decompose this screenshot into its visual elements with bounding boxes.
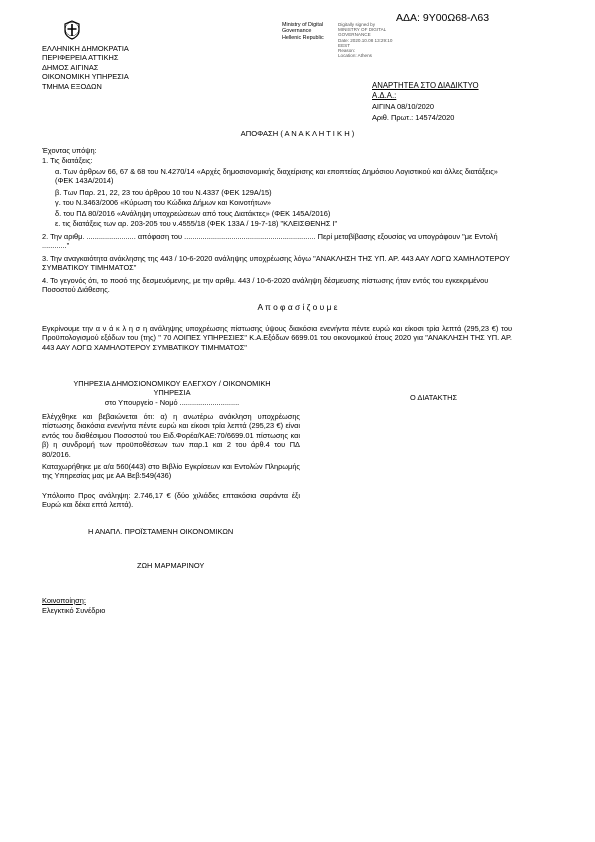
- signature-detail: Reason:: [338, 48, 356, 54]
- provisions-item-2: 2. Την αριθμ. ........................ απόφαση του ................................................................ Περί μεταβίβασης εξουσίας να υπογράφουν "με Εντολή ............": [42, 232, 498, 251]
- control-registration: Καταχωρήθηκε με α/α 560(443) στο Βιβλίο Εγκρίσεων και Εντολών Πληρωμής της Υπηρεσίας μας με ΑΑ Βεβ:549(436): [42, 462, 300, 481]
- control-ministry: στο Υπουργείο - Νομό .............................: [104, 397, 240, 407]
- protocol-number: Αριθ. Πρωτ.: 14574/2020: [372, 113, 455, 122]
- signature-detail: GOVERNANCE: [338, 32, 371, 38]
- fiscal-control-block: [42, 379, 302, 407]
- place-date: ΑΙΓΙΝΑ 08/10/2020: [372, 102, 435, 111]
- authority-line: ΔΗΜΟΣ ΑΙΓΙΝΑΣ: [42, 62, 99, 72]
- authority-line: ΤΜΗΜΑ ΕΞΟΔΩΝ: [42, 81, 102, 91]
- notification-item: Ελεγκτικό Συνέδριο: [42, 606, 106, 615]
- posting-label: ΑΝΑΡΤΗΤΕΑ ΣΤΟ ΔΙΑΔΙΚΤΥΟ: [372, 81, 479, 90]
- signature-detail: Digitally signed by: [338, 22, 376, 27]
- ada-header: ΑΔΑ: 9Υ00Ω68-Λ63: [396, 12, 490, 24]
- control-heading: ΥΠΗΡΕΣΙΑ ΔΗΜΟΣΙΟΝΟΜΙΚΟΥ ΕΛΕΓΧΟΥ / ΟΙΚΟΝΟΜΙΚΗ: [73, 379, 271, 388]
- authority-block: [42, 44, 129, 91]
- authority-line: ΠΕΡΙΦΕΡΕΙΑ ΑΤΤΙΚΗΣ: [42, 53, 119, 63]
- signature-left-text: [282, 22, 324, 41]
- notification-label: Κοινοποίηση:: [42, 596, 86, 605]
- digital-signature-box: [282, 22, 393, 59]
- signature-right-text: [338, 22, 392, 58]
- authority-line: ΟΙΚΟΝΟΜΙΚΗ ΥΠΗΡΕΣΙΑ: [42, 72, 129, 82]
- decision-text: Εγκρίνουμε την α ν ά κ λ η σ η ανάληψης υποχρέωσης πίστωσης ύψους διακόσια ενενήντα πέντε ευρώ και είκοσι τρία λεπτά (295,23 €) του Προϋπολογισμού εξόδων του (της) " 70 ΛΟΙΠΕΣ ΥΠΗΡΕΣΙΕΣ" Κ.Α.Εξόδων 6699.01 του οικονομικού έτους 2020 για "ΑΝΑΚΛΗΣΗ ΤΗΣ ΥΠ. ΑΡ. 443 ΑΑΥ ΛΟΓΩ ΧΑΜΗΛΟΤΕΡΟΥ ΣΥΜΒΑΤΙΚΟΥ ΤΙΜΗΜΑΤΟΣ": [42, 324, 512, 352]
- provisions-item-4: 4. Το γεγονός ότι, το ποσό της δεσμευόμενης, με την αριθμ. 443 / 10-6-2020 ανάληψη δέσμευσης πίστωσης ήταν εντός του εγκεκριμένου Ποσοστού Διάθεσης.: [42, 276, 489, 295]
- right-header-block: [372, 81, 479, 123]
- provision-c: γ. του Ν.3463/2006 «Κύρωση του Κώδικα Δήμων και Κοινοτήτων»: [55, 198, 272, 207]
- signer-name: ΖΩΗ ΜΑΡΜΑΡΙΝΟΥ: [137, 561, 205, 570]
- provision-a: α. Των άρθρων 66, 67 & 68 του Ν.4270/14 «Αρχές δημοσιονομικής διαχείρισης και εποπτείας Δημόσιου Λογιστικού και άλλες διατάξεις» (ΦΕΚ 143Α/2014): [55, 167, 498, 186]
- considering-label: Έχοντας υπόψη:: [42, 146, 97, 155]
- issuer-label: Ο ΔΙΑΤΑΚΤΗΣ: [410, 393, 458, 402]
- provision-e: ε. τις διατάξεις των αρ. 203-205 του ν.4555/18 (ΦΕΚ 133Α / 19-7-18) "ΚΛΕΙΣΘΕΝΗΣ Ι": [55, 219, 338, 228]
- signature-detail: MINISTRY OF DIGITAL: [338, 27, 387, 33]
- control-heading: ΥΠΗΡΕΣΙΑ: [153, 388, 191, 398]
- provisions-item-3: 3. Την αναγκαιότητα ανάκλησης της 443 / 10-6-2020 ανάληψης υποχρέωσης λόγω "ΑΝΑΚΛΗΣΗ ΤΗΣ ΥΠ. ΑΡ. 443 ΑΑΥ ΛΟΓΩ ΧΑΜΗΛΟΤΕΡΟΥ ΣΥΜΒΑΤΙΚΟΥ ΤΙΜΗΜΑΤΟΣ": [42, 254, 510, 273]
- provision-d: δ. του ΠΔ 80/2016 «Ανάληψη υποχρεώσεων από τους Διατάκτες» (ΦΕΚ 145Α/2016): [55, 209, 331, 218]
- provision-b: β. Των Παρ. 21, 22, 23 του άρθρου 10 του Ν.4337 (ΦΕΚ 129Α/15): [55, 188, 272, 197]
- page-title: ΑΠΟΦΑΣΗ ( Α Ν Α Κ Λ Η Τ Ι Κ Η ): [240, 129, 355, 138]
- signer-title: Η ΑΝΑΠΛ. ΠΡΟΪΣΤΑΜΕΝΗ ΟΙΚΟΝΟΜΙΚΩΝ: [88, 527, 234, 536]
- signature-detail: Location: Athens: [338, 53, 372, 59]
- coat-of-arms-icon: [63, 20, 81, 40]
- signature-line: Ministry of Digital: [282, 22, 324, 28]
- signature-line: Governance: [282, 28, 312, 35]
- signature-detail: Date: 2020.10.08 13:29:10: [338, 37, 393, 43]
- control-verification: Ελέγχθηκε και βεβαιώνεται ότι: α) η ανωτέρω ανάκληση υποχρέωσης πίστωσης διακόσια ενενήντα πέντε ευρώ και είκοσι τρία λεπτά (295,23 €) είναι εντός του διαθέσιμου Ποσοστού του Ειδ.Φορέα/ΚΑΕ:70/6699.01 πίστωσης και β) η συνδρομή των προϋποθέσεων των παρ.1 και 2 του άρθ.4 του ΠΔ 80/2016.: [42, 412, 300, 459]
- signature-line: Hellenic Republic: [282, 34, 324, 41]
- provisions-item-1: 1. Τις διατάξεις:: [42, 156, 93, 165]
- signature-detail: EEST: [338, 42, 350, 48]
- authority-line: ΕΛΛΗΝΙΚΗ ΔΗΜΟΚΡΑΤΙΑ: [42, 44, 129, 53]
- decide-heading: Α π ο φ α σ ί ζ ο υ μ ε: [257, 302, 338, 312]
- control-remaining: Υπόλοιπο Προς ανάληψη: 2.746,17 € (δύο χιλιάδες επτακόσια σαράντα έξι Ευρώ και δέκα επτά λεπτά).: [42, 491, 300, 510]
- ada-label: Α.Δ.Α.:: [372, 91, 397, 100]
